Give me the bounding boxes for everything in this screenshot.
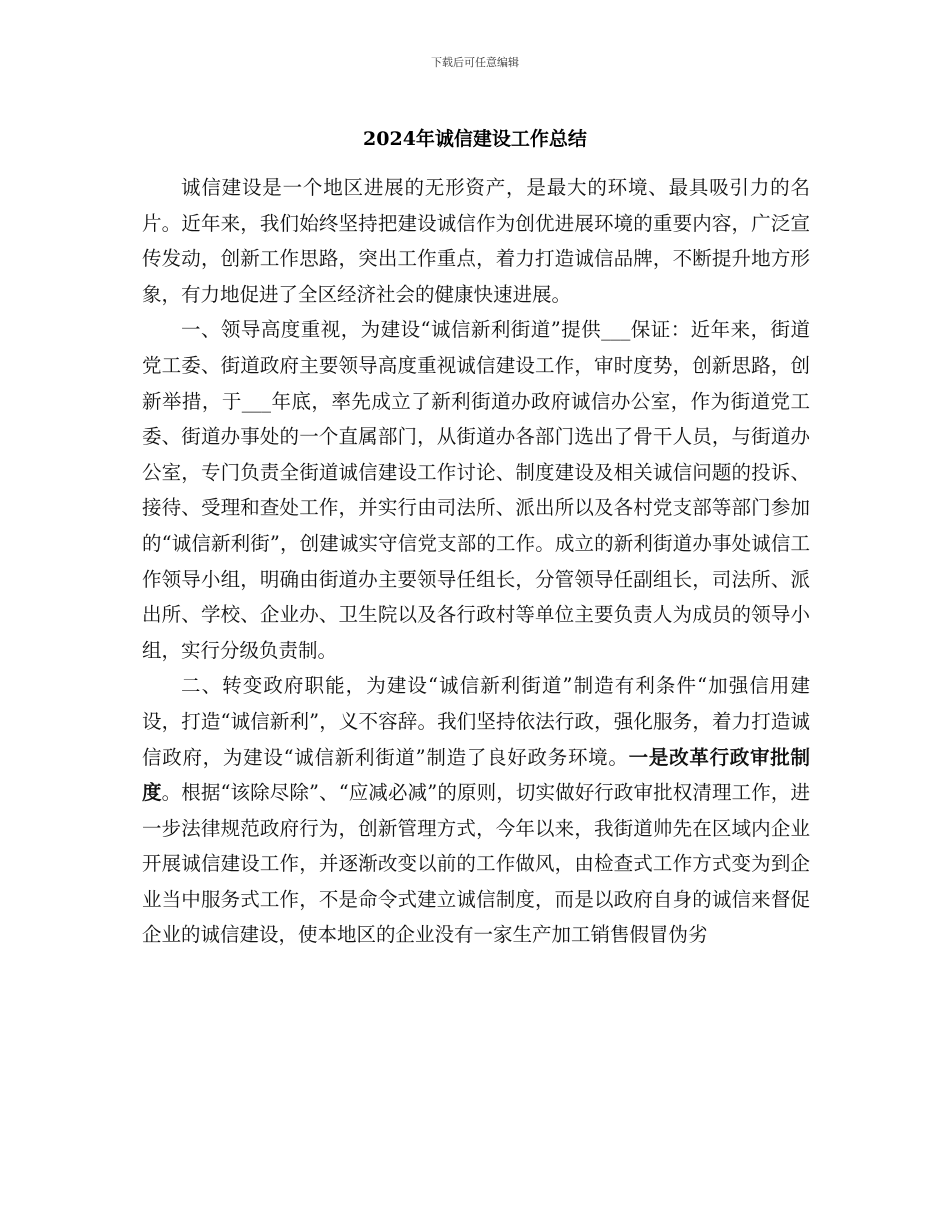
bold-heading: 一是改革行政审批制度 (142, 745, 810, 805)
paragraph-section-2 (142, 668, 810, 953)
paragraph-intro: 诚信建设是一个地区进展的无形资产，是最大的环境、最具吸引力的名片。近年来，我们始终坚持把建设诚信作为创优进展环境的重要内容，广泛宣传发动，创新工作思路，突出工作重点，着力打造诚信品牌，不断提升地方形象，有力地促进了全区经济社会的健康快速进展。 (142, 176, 810, 306)
paragraph-text: 二、转变政府职能，为建设“诚信新利街道”制造有利条件“加强信用建设，打造“诚信新利”，义不容辞。我们坚持依法行政，强化服务，着力打造诚信政府，为建设“诚信新利街道”制造了良好政务环境。 (142, 674, 810, 769)
document-title: 2024年诚信建设工作总结 (363, 128, 587, 150)
paragraph-text: 。根据“该除尽除”、“应减必减”的原则，切实做好行政审批权清理工作，进一步法律规范政府行为，创新管理方式，今年以来，我街道帅先在区域内企业开展诚信建设工作，并逐渐改变以前的工作做风，由检查式工作方式变为到企业当中服务式工作，不是命令式建立诚信制度，而是以政府自身的诚信来督促企业的诚信建设，使本地区的企业没有一家生产加工销售假冒伪劣 (142, 781, 810, 947)
header-note: 下载后可任意编辑 (431, 56, 519, 69)
document-body (142, 170, 810, 953)
paragraph-section-1: 一、领导高度重视，为建设“诚信新利街道”提供___保证：近年来，街道党工委、街道政府主要领导高度重视诚信建设工作，审时度势，创新思路，创新举措，于___年底，率先成立了新利街道办政府诚信办公室，作为街道党工委、街道办事处的一个直属部门，从街道办各部门选出了骨干人员，与街道办公室，专门负责全街道诚信建设工作讨论、制度建设及相关诚信问题的投诉、接待、受理和查处工作，并实行由司法所、派出所以及各村党支部等部门参加的“诚信新利街”，创建诚实守信党支部的工作。成立的新利街道办事处诚信工作领导小组，明确由街道办主要领导任组长，分管领导任副组长，司法所、派出所、学校、企业办、卫生院以及各行政村等单位主要负责人为成员的领导小组，实行分级负责制。 (142, 318, 810, 662)
